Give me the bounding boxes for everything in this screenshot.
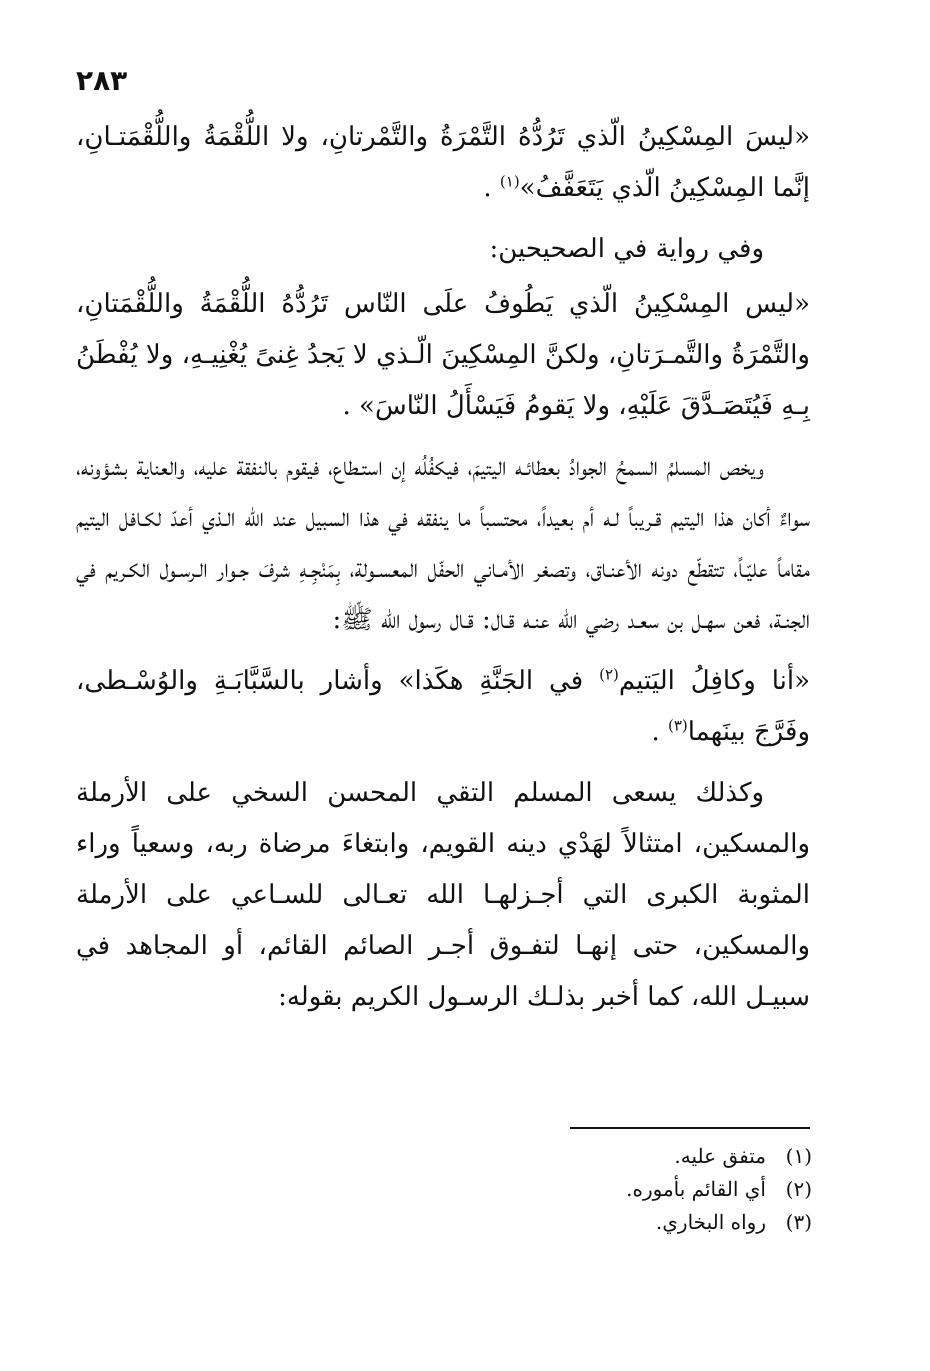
hadith-text: «ليسَ المِسْكِينُ الّذي تَرُدُّهُ التَّمْرَةُ والتَّمْرتانِ، ولا اللُّقْمَةُ واللُّقْمَتـانِ، إنَّما المِسْكِينُ الّذي يَتَعَفَّفُ» [76,122,810,203]
footnote-text: متفق عليه. [674,1144,766,1168]
page-number: ٢٨٣ [76,64,128,97]
body-text [76,112,810,1037]
footnote-ref-2[interactable]: (٢) [599,665,619,684]
footnote-2 [312,1173,812,1206]
footnotes [312,1140,812,1239]
footnote-1 [312,1140,812,1173]
footnote-ref-1[interactable]: (١) [499,172,520,191]
paragraph-orphan: ويخص المسلمُ السمحُ الجوادُ بعطائـه اليتيمَ، فيكفُلُه إن استـطاع، فيقوم بالنفقة عليه، والعناية بشؤونه، سواءٌ أكان هذا اليتيم قـريباً لـه أم بعيداً، محتسباً ما ينفقه في هذا السبيل عند الله الـذي أعدّ لكـافل اليتيم مقاماً عليّـاً، تتقطّع دونه الأعنـاق، وتصغر الأمـاني الحفّل المعسـولة، بِمَنْجِـهِ شرفَ جـوار الـرسـول الكـريم في الجنـة، فعن سهـل بن سعـد رضي الله عنـه قـال: قـال رسول الله ﷺ: [76,452,810,635]
hadith-text-cont: في الجَنَّةِ هكَذا» وأشار بالسَّبَّابَـةِ والوُسْـطى، وفَرَّجَ بينَهما [76,666,810,747]
hadith-text: «أنا وكافِلُ اليَتيم [618,666,810,696]
paragraph-end: . [651,717,668,747]
footnote-3 [312,1206,812,1239]
paragraph-hadith-1 [76,112,810,214]
footnote-text: رواه البخاري. [655,1210,766,1234]
paragraph-hadith-2: «ليس المِسْكِينُ الّذي يَطُوفُ علَى النّاس تَرُدُّهُ اللُّقْمَةُ واللُّقْمَتانِ، والتَّمْرَةُ والتَّمـرَتانِ، ولكنَّ المِسْكِينَ الّـذي لا يَجدُ غِنىً يُغْنِيـهِ، ولا يُفْطَنُ بِـهِ فَيُتَصَـدَّقَ عَلَيْهِ، ولا يَقومُ فَيَسْأَلُ النّاسَ» . [76,289,810,421]
footnote-divider [570,1127,810,1129]
footnote-number: (٣) [785,1210,812,1234]
paragraph-hadith-3 [76,656,810,758]
footnote-number: (٢) [785,1177,812,1201]
paragraph-end: . [483,173,500,203]
paragraph-widow: وكذلك يسعى المسلم التقي المحسن السخي على الأرملة والمسكين، امتثالاً لهَدْي دينه القويم، وابتغاءَ مرضاة ربه، وسعياً وراء المثوبة الكبرى التي أجـزلهـا الله تعـالى للسـاعي على الأرملة والمسكين، حتى إنهـا لتفـوق أجـر الصائم القائم، أو المجاهد في سبيـل الله، كما أخبر بذلـك الرسـول الكريم بقوله: [76,778,810,1012]
footnote-number: (١) [785,1144,812,1168]
footnote-text: أي القائم بأموره. [626,1177,766,1201]
footnote-ref-3[interactable]: (٣) [667,716,688,735]
paragraph-intro-riwaya: وفي رواية في الصحيحين: [489,234,764,264]
